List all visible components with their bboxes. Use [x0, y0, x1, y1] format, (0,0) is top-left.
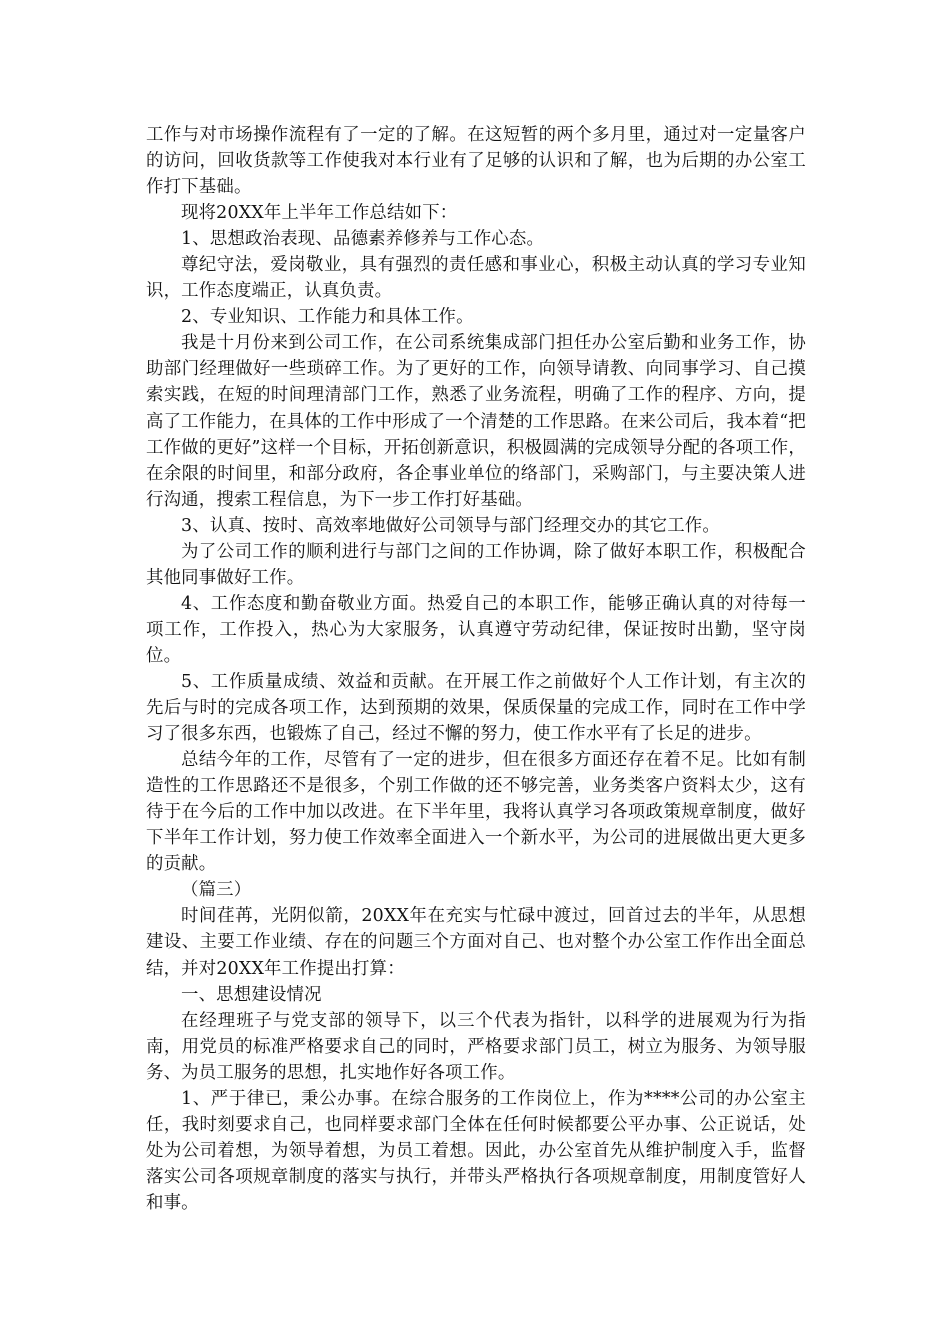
- paragraph: 4、工作态度和勤奋敬业方面。热爱自己的本职工作，能够正确认真的对待每一项工作，工作投入，热心为大家服务，认真遵守劳动纪律，保证按时出勤，坚守岗位。: [146, 593, 806, 666]
- section-heading: 2、专业知识、工作能力和具体工作。: [181, 307, 474, 328]
- paragraph: 我是十月份来到公司工作，在公司系统集成部门担任办公室后勤和业务工作，协助部门经理做好一些琐碎工作。为了更好的工作，向领导请教、向同事学习、自己摸索实践，在短的时间理清部门工作，熟悉了业务流程，明确了工作的程序、方向，提高了工作能力，在具体的工作中形成了一个清楚的工作思路。在来公司后，我本着“把工作做的更好”这样一个目标，开拓创新意识，积极圆满的完成领导分配的各项工作，在余限的时间里，和部分政府，各企事业单位的络部门，采购部门，与主要决策人进行沟通，搜索工程信息，为下一步工作打好基础。: [146, 333, 806, 510]
- paragraph: 为了公司工作的顺利进行与部门之间的工作协调，除了做好本职工作，积极配合其他同事做好工作。: [146, 541, 806, 588]
- paragraph: 时间荏苒，光阴似箭，20XX年在充实与忙碌中渡过，回首过去的半年，从思想建设、主要工作业绩、存在的问题三个方面对自己、也对整个办公室工作作出全面总结，并对20XX年工作提出打算：: [146, 906, 806, 979]
- paragraph: 总结今年的工作，尽管有了一定的进步，但在很多方面还存在着不足。比如有制造性的工作思路还不是很多，个别工作做的还不够完善，业务类客户资料太少，这有待于在今后的工作中加以改进。在下半年里，我将认真学习各项政策规章制度，做好下半年工作计划，努力使工作效率全面进入一个新水平，为公司的进展做出更大更多的贡献。: [146, 750, 806, 875]
- paragraph: 5、工作质量成绩、效益和贡献。在开展工作之前做好个人工作计划，有主次的先后与时的完成各项工作，达到预期的效果，保质保量的完成工作，同时在工作中学习了很多东西，也锻炼了自己，经过不懈的努力，使工作水平有了长足的进步。: [146, 671, 806, 745]
- paragraph: 工作与对市场操作流程有了一定的了解。在这短暂的两个多月里，通过对一定量客户的访问，回收货款等工作使我对本行业有了足够的认识和了解，也为后期的办公室工作打下基础。: [146, 125, 806, 198]
- paragraph: 尊纪守法，爱岗敬业，具有强烈的责任感和事业心，积极主动认真的学习专业知识，工作态度端正，认真负责。: [146, 255, 806, 302]
- paragraph: 现将20XX年上半年工作总结如下：: [181, 203, 458, 224]
- section-heading: 1、思想政治表现、品德素养修养与工作心态。: [181, 229, 545, 250]
- section-heading: 3、认真、按时、高效率地做好公司领导与部门经理交办的其它工作。: [181, 515, 720, 536]
- paragraph: 在经理班子与党支部的领导下，以三个代表为指针，以科学的进展观为行为指南，用党员的标准严格要求自己的同时，严格要求部门员工，树立为服务、为领导服务、为员工服务的思想，扎实地作好各项工作。: [146, 1010, 806, 1083]
- paragraph: 1、严于律已，秉公办事。在综合服务的工作岗位上，作为****公司的办公室主任，我时刻要求自己，也同样要求部门全体在任何时候都要公平办事、公正说话，处处为公司着想，为领导着想，为员工着想。因此，办公室首先从维护制度入手，监督落实公司各项规章制度的落实与执行，并带头严格执行各项规章制度，用制度管好人和事。: [146, 1088, 806, 1213]
- document-page: [146, 122, 806, 1216]
- chapter-label: （篇三）: [181, 880, 252, 901]
- section-heading: 一、思想建设情况: [181, 984, 322, 1005]
